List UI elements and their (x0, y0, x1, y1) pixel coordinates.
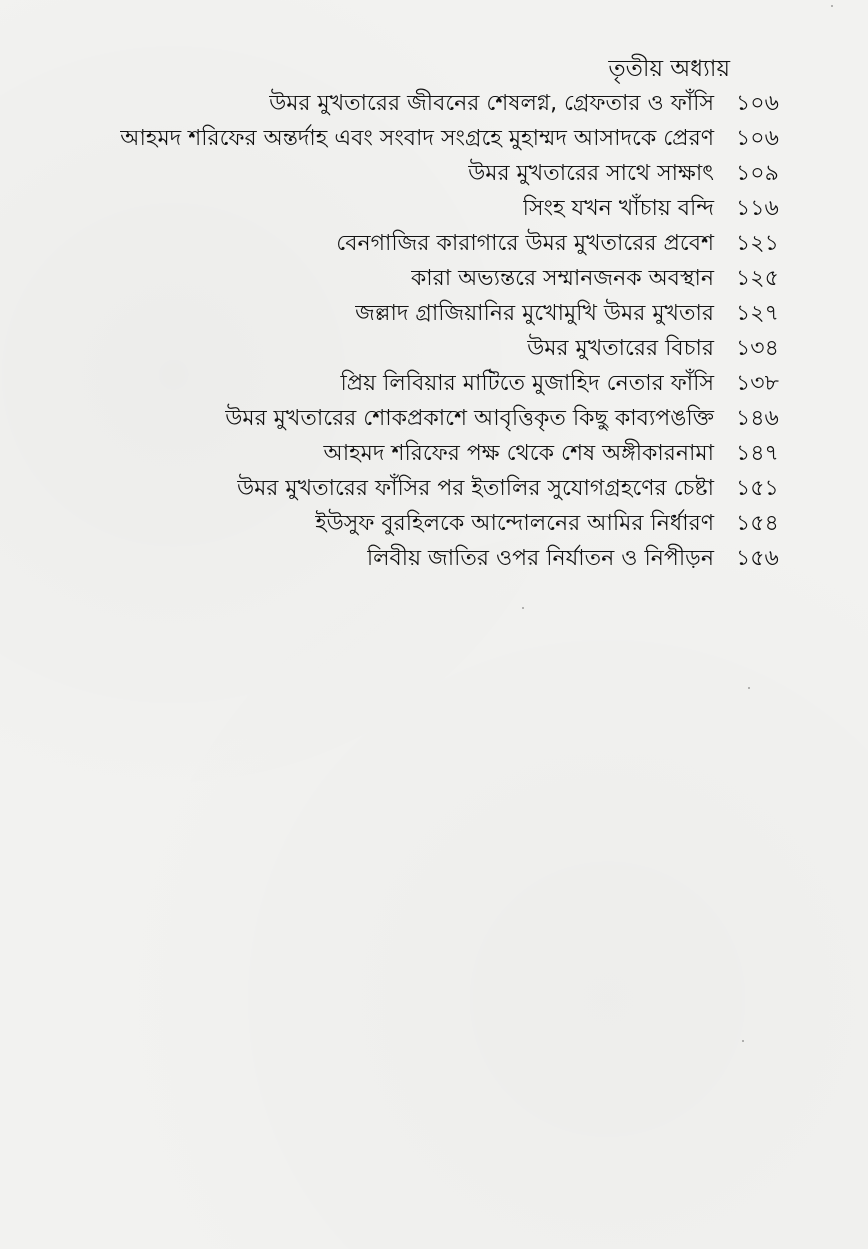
toc-entry-page: ১৫৬ (736, 546, 779, 571)
toc-entry-page: ১০৬ (736, 126, 779, 151)
toc-entry-title: জল্লাদ গ্রাজিয়ানির মুখোমুখি উমর মুখতার (355, 301, 714, 326)
toc-entry-page: ১২১ (736, 231, 779, 256)
toc-entry (40, 401, 792, 436)
toc-entry-page: ১৪৭ (736, 441, 779, 466)
toc-entry (40, 121, 792, 156)
toc-entry-page: ১০৯ (736, 161, 779, 186)
toc-entry (40, 506, 792, 541)
toc-entry-title: উমর মুখতারের বিচার (527, 336, 714, 361)
toc-entry-page: ১৫১ (736, 476, 779, 501)
toc-entry (40, 541, 792, 576)
table-of-contents (40, 86, 792, 576)
toc-entry-title: আহমদ শরিফের অন্তর্দাহ এবং সংবাদ সংগ্রহে মুহাম্মদ আসাদকে প্রেরণ (120, 126, 714, 151)
toc-entry-page: ১৩৪ (736, 336, 779, 361)
toc-entry-title: উমর মুখতারের সাথে সাক্ষাৎ (468, 161, 714, 186)
toc-entry (40, 331, 792, 366)
toc-entry-page: ১১৬ (736, 196, 779, 221)
toc-entry (40, 191, 792, 226)
toc-entry (40, 226, 792, 261)
paper-speck (831, 5, 833, 7)
toc-entry-title: কারা অভ্যন্তরে সম্মানজনক অবস্থান (410, 266, 714, 291)
chapter-heading: তৃতীয় অধ্যায় (608, 56, 730, 82)
toc-entry-title: উমর মুখতারের জীবনের শেষলগ্ন, গ্রেফতার ও ফাঁসি (269, 91, 714, 116)
paper-speck (748, 687, 750, 689)
toc-entry (40, 86, 792, 121)
toc-entry-title: আহমদ শরিফের পক্ষ থেকে শেষ অঙ্গীকারনামা (323, 441, 714, 466)
toc-entry-title: প্রিয় লিবিয়ার মাটিতে মুজাহিদ নেতার ফাঁসি (340, 371, 714, 396)
toc-entry (40, 436, 792, 471)
toc-entry-title: ইউসুফ বুরহিলকে আন্দোলনের আমির নির্ধারণ (315, 511, 714, 536)
toc-entry (40, 471, 792, 506)
toc-entry (40, 366, 792, 401)
toc-entry-page: ১০৬ (736, 91, 779, 116)
toc-entry (40, 156, 792, 191)
toc-entry-title: বেনগাজির কারাগারে উমর মুখতারের প্রবেশ (336, 231, 714, 256)
toc-entry-title: লিবীয় জাতির ওপর নির্যাতন ও নিপীড়ন (366, 546, 714, 571)
toc-entry-title: সিংহ যখন খাঁচায় বন্দি (522, 196, 714, 221)
paper-speck (742, 1040, 744, 1042)
toc-entry-page: ১৫৪ (736, 511, 779, 536)
toc-entry (40, 296, 792, 331)
toc-entry-page: ১২৫ (736, 266, 779, 291)
paper-speck (522, 607, 524, 609)
toc-entry-page: ১২৭ (736, 301, 779, 326)
toc-entry-page: ১৩৮ (736, 371, 779, 396)
toc-entry-title: উমর মুখতারের ফাঁসির পর ইতালির সুযোগগ্রহণের চেষ্টা (236, 476, 714, 501)
toc-entry-page: ১৪৬ (736, 406, 779, 431)
toc-entry (40, 261, 792, 296)
toc-entry-title: উমর মুখতারের শোকপ্রকাশে আবৃত্তিকৃত কিছু কাব্যপঙক্তি (225, 406, 714, 431)
